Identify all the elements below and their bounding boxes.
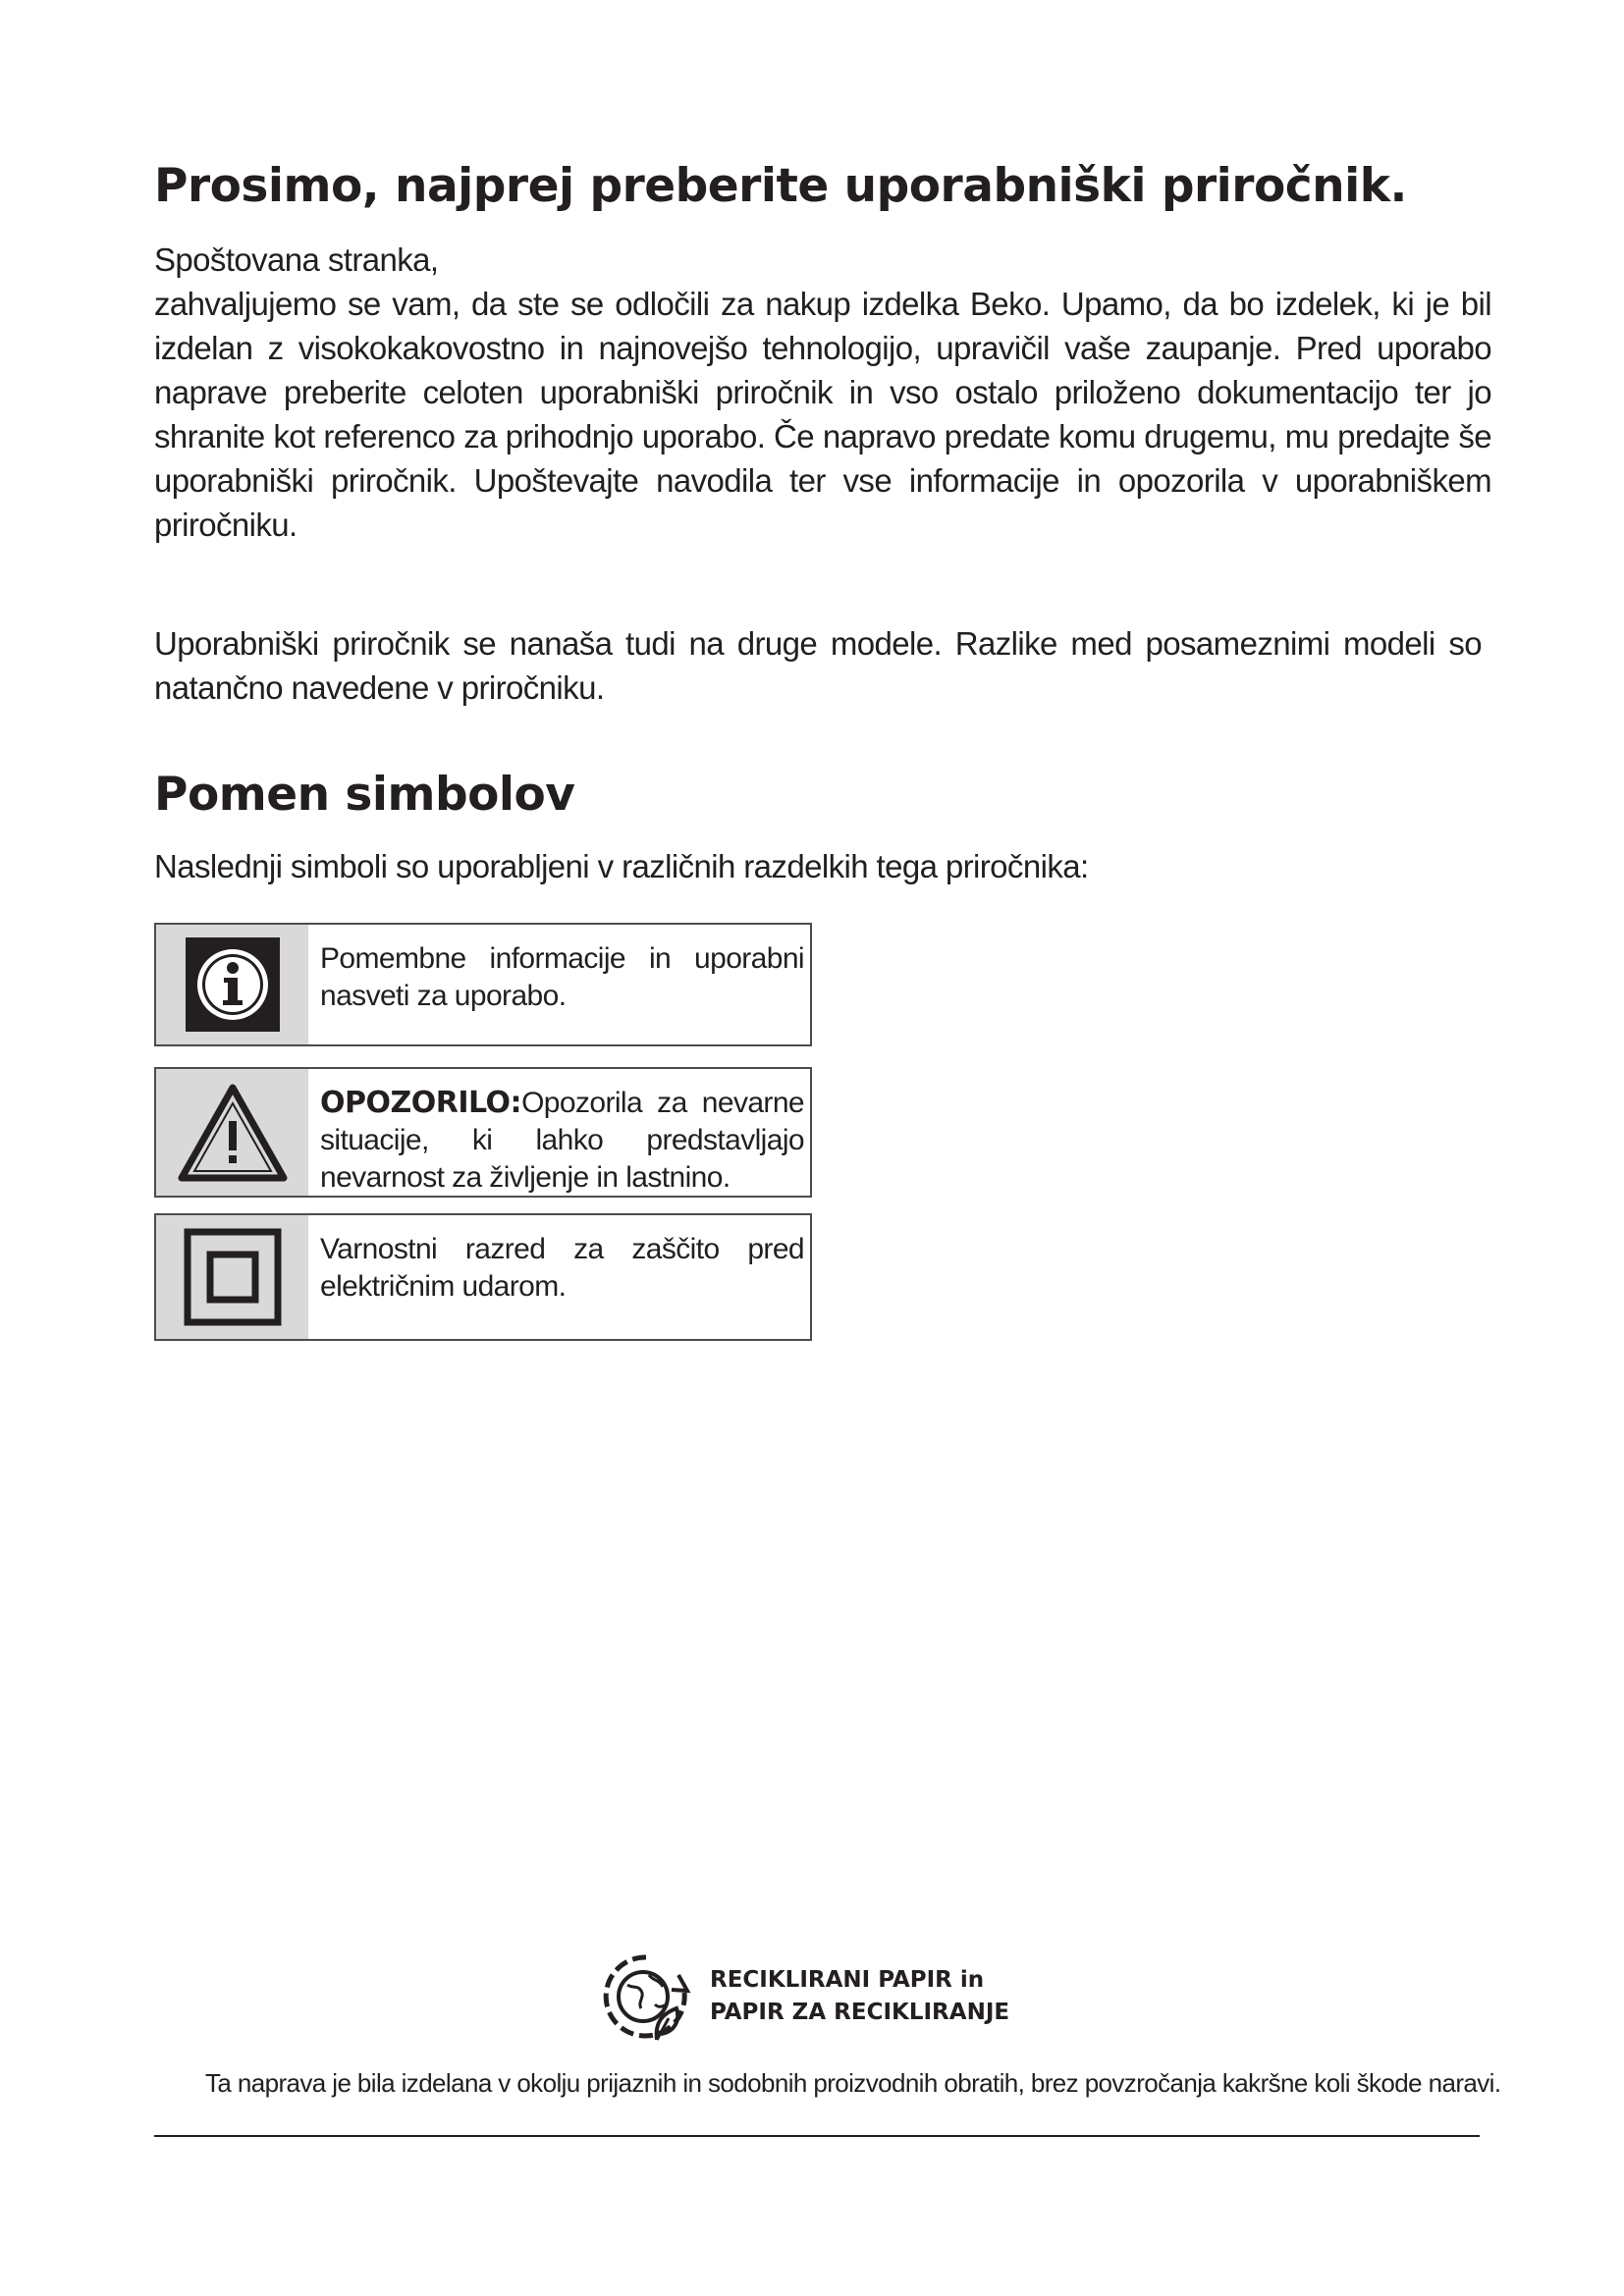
symbol-info-row [154,923,812,1046]
double-square-icon [156,1215,308,1339]
footer-note: Ta naprava je bila izdelana v okolju prijaznih in sodobnih proizvodnih obratih, brez povzročanja kakršne koli škode naravi. [205,2068,1501,2098]
intro-paragraph: zahvaljujemo se vam, da ste se odločili za nakup izdelka Beko. Upamo, da bo izdelek, ki je bil izdelan z visokokakovostno in najnovejšo tehnologijo, upravičil vaše zaupanje. Pred uporabo naprave preberite celoten uporabniški priročnik in vso ostalo priloženo dokumentacijo ter jo shranite kot referenco za prihodnjo uporabo. Če napravo predate komu drugemu, mu predajte še uporabniški priročnik. Upoštevajte navodila ter vse informacije in opozorila v uporabniškem priročniku. [154,286,1491,543]
recycle-text [710,1964,1009,2029]
recycled-paper-notice [598,1946,1009,2048]
warning-description [308,1069,810,1196]
warning-text: Opozorila za nevarne situacije, ki lahko predstavljajo nevarnost za življenje in lastnino. [320,1087,804,1194]
greeting: Spoštovana stranka, [154,241,439,278]
models-note: Uporabniški priročnik se nanaša tudi na druge modele. Razlike med posameznimi modeli so natančno navedene v priročniku. [154,625,1482,706]
recycle-line-2: PAPIR ZA RECIKLIRANJE [710,2000,1010,2025]
info-description: Pomembne informacije in uporabni nasveti za uporabo. [320,942,804,1012]
symbol-class-row [154,1213,812,1341]
footer-divider [154,2135,1480,2137]
recycled-paper-icon [598,1946,694,2048]
recycle-line-1: RECIKLIRANI PAPIR in [710,1967,985,1993]
page-title: Prosimo, najprej preberite uporabniški priročnik. [154,159,1407,213]
warning-triangle-icon [156,1069,308,1196]
class-description: Varnostni razred za zaščito pred električnim udarom. [320,1233,804,1303]
info-icon [156,925,308,1044]
warning-label: OPOZORILO: [320,1086,522,1120]
symbols-intro: Naslednji simboli so uporabljeni v različnih razdelkih tega priročnika: [154,848,1089,884]
intro-section [154,238,1491,547]
symbol-warning-row [154,1067,812,1198]
symbols-heading: Pomen simbolov [154,768,575,822]
